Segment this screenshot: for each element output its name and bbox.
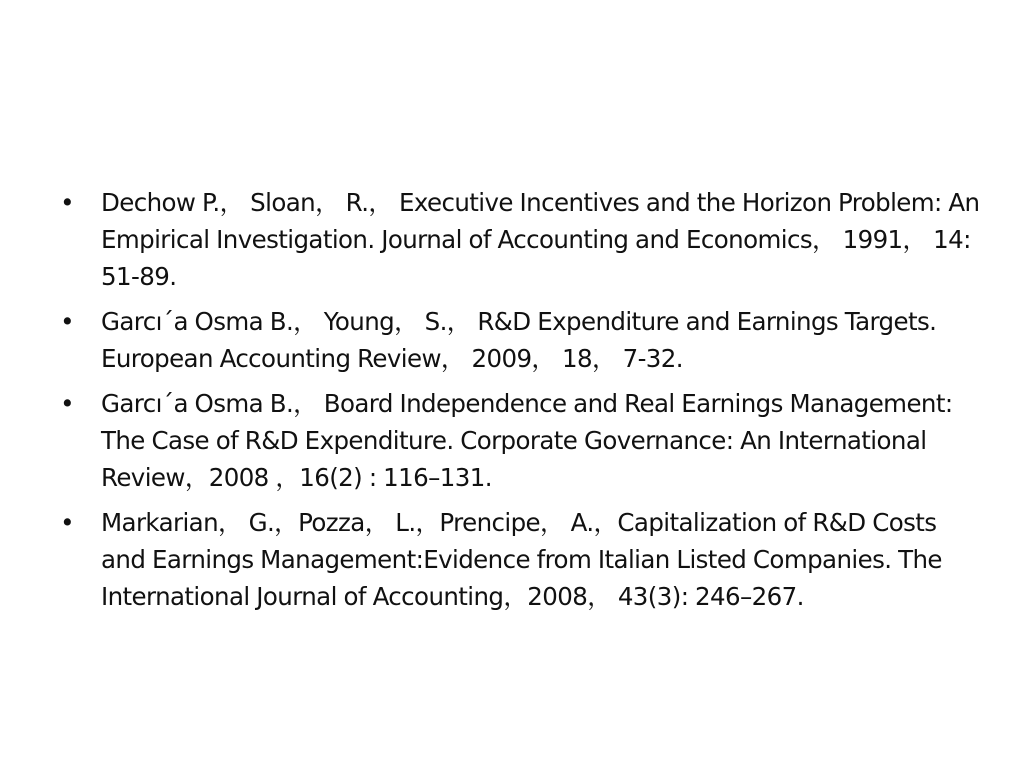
- reference-text: Dechow P.， Sloan， R.， Executive Incentives and the Horizon Problem: An Empirical Investigation. Journal of Accounting and Economics， 1991， 14: 51-89.: [101, 188, 980, 291]
- reference-item: [60, 385, 980, 496]
- reference-list: [60, 184, 980, 623]
- bullet-icon: •: [60, 508, 74, 537]
- reference-text: Garcı´a Osma B.， Young， S.， R&D Expenditure and Earnings Targets. European Accounting Review， 2009， 18， 7-32.: [101, 307, 937, 373]
- reference-item: [60, 504, 980, 615]
- reference-text: Garcı´a Osma B.， Board Independence and Real Earnings Management: The Case of R&D Expenditure. Corporate Governance: An International Review，2008 ，16(2) : 116–131.: [101, 389, 953, 492]
- bullet-icon: •: [60, 307, 74, 336]
- bullet-icon: •: [60, 188, 74, 217]
- reference-item: [60, 184, 980, 295]
- reference-item: [60, 303, 980, 377]
- bullet-icon: •: [60, 389, 74, 418]
- reference-text: Markarian， G.，Pozza， L.，Prencipe， A.，Capitalization of R&D Costs and Earnings Management:Evidence from Italian Listed Companies. The International Journal of Accounting，2008， 43(3): 246–267.: [101, 508, 942, 611]
